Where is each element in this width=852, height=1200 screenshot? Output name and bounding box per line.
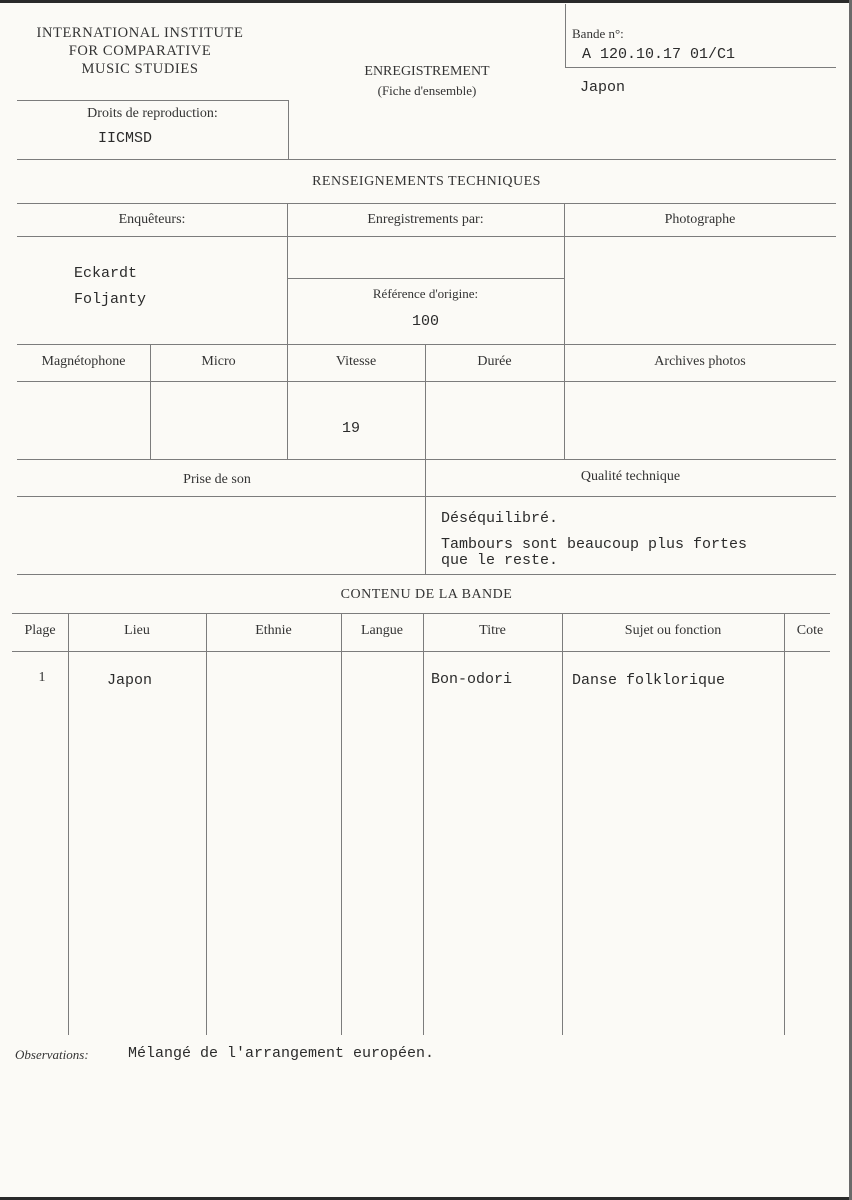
contents-col-divider-4 [423, 613, 424, 1035]
tape-box-bottom-border [565, 67, 836, 68]
tech-label-rule [17, 236, 836, 237]
speed-value: 19 [342, 420, 361, 437]
cell-lieu: Japon [107, 672, 153, 689]
technical-bottom-rule [17, 574, 836, 575]
cell-titre: Bon-odori [431, 671, 513, 688]
investigator-1: Eckardt [74, 265, 138, 282]
col-header-ethnie: Ethnie [255, 623, 292, 638]
col-header-lieu: Lieu [124, 623, 150, 638]
rights-value: IICMSD [98, 130, 153, 147]
institute-name [10, 24, 270, 78]
recorder-label: Magnétophone [41, 354, 126, 369]
origin-ref-label: Référence d'origine: [372, 286, 479, 301]
rights-label: Droits de reproduction: [87, 106, 218, 121]
sound-top-rule [17, 459, 836, 460]
country-value: Japon [580, 79, 626, 96]
speed-label: Vitesse [335, 354, 377, 369]
technical-top-rule [17, 159, 836, 160]
photo-archive-label: Archives photos [654, 354, 746, 369]
micro-label: Micro [201, 354, 236, 369]
tape-box-left-border [565, 4, 566, 67]
quality-line-3: que le reste. [441, 552, 559, 569]
contents-header-rule [12, 613, 830, 614]
col-header-titre: Titre [479, 623, 506, 638]
institute-line-2: FOR COMPARATIVE [68, 43, 212, 59]
technical-section-title: RENSEIGNEMENTS TECHNIQUES [312, 174, 541, 189]
contents-label-rule [12, 651, 830, 652]
investigator-2: Foljanty [74, 291, 147, 308]
cell-sujet: Danse folklorique [572, 672, 726, 689]
investigators-label: Enquêteurs: [118, 212, 186, 227]
page-top-edge [0, 0, 852, 3]
sound-label-rule [17, 496, 836, 497]
rights-box-top-border [17, 100, 288, 101]
observations-label: Observations: [15, 1047, 89, 1062]
contents-col-divider-3 [341, 613, 342, 1035]
contents-col-divider-2 [206, 613, 207, 1035]
tape-number-label: Bande n°: [572, 26, 624, 41]
document-type: ENREGISTREMENT [364, 64, 490, 79]
rights-box-right-border [288, 100, 289, 160]
origin-ref-rule [287, 278, 564, 279]
sound-capture-label: Prise de son [183, 472, 251, 487]
technical-header-rule [17, 203, 836, 204]
duration-label: Durée [477, 354, 512, 369]
institute-line-1: INTERNATIONAL INSTITUTE [36, 25, 244, 41]
col-header-langue: Langue [361, 623, 403, 638]
contents-col-divider-6 [784, 613, 785, 1035]
col-header-cote: Cote [796, 623, 824, 638]
quality-line-2: Tambours sont beaucoup plus fortes [441, 536, 748, 553]
contents-section-title: CONTENU DE LA BANDE [340, 587, 513, 602]
origin-ref-value: 100 [411, 313, 439, 330]
observations-text: Mélangé de l'arrangement européen. [128, 1045, 435, 1062]
cell-plage: 1 [38, 670, 46, 685]
document-subtype: (Fiche d'ensemble) [377, 83, 477, 98]
equipment-top-rule [17, 344, 836, 345]
equipment-label-rule [17, 381, 836, 382]
contents-col-divider-5 [562, 613, 563, 1035]
tape-number-value: A 120.10.17 01/C1 [582, 46, 736, 63]
photographer-label: Photographe [664, 212, 736, 227]
recordings-by-label: Enregistrements par: [367, 212, 484, 227]
quality-line-1: Déséquilibré. [441, 510, 559, 527]
institute-line-3: MUSIC STUDIES [81, 61, 199, 77]
col-header-plage: Plage [24, 623, 56, 638]
contents-col-divider-1 [68, 613, 69, 1035]
col-header-sujet: Sujet ou fonction [624, 623, 722, 638]
quality-label: Qualité technique [580, 469, 681, 484]
